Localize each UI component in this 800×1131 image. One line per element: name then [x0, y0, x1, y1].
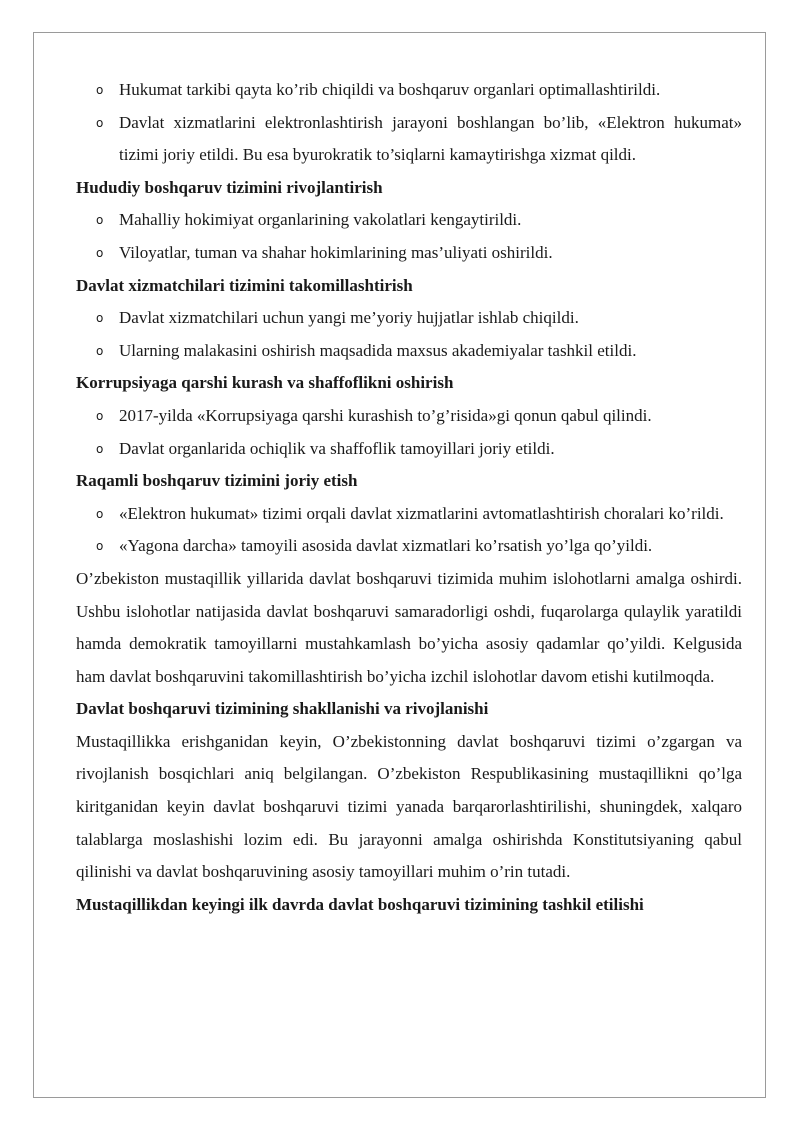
section-heading: Korrupsiyaga qarshi kurash va shaffoflikni oshirish: [76, 373, 454, 393]
list-item: o Davlat xizmatchilari uchun yangi me’yoriy hujjatlar ishlab chiqildi.: [76, 302, 742, 335]
bullet-list: [76, 302, 742, 367]
list-item: o Hukumat tarkibi qayta ko’rib chiqildi va boshqaruv organlari optimallashtirildi.: [76, 74, 742, 107]
list-item: o «Yagona darcha» tamoyili asosida davlat xizmatlari ko’rsatish yo’lga qo’yildi.: [76, 530, 742, 563]
list-item: o Viloyatlar, tuman va shahar hokimlarining mas’uliyati oshirildi.: [76, 237, 742, 270]
section-heading: Mustaqillikdan keyingi ilk davrda davlat boshqaruvi tizimining tashkil etilishi: [76, 894, 644, 914]
section-heading: Davlat xizmatchilari tizimini takomillashtirish: [76, 275, 413, 295]
bullet-list: [76, 400, 742, 465]
bullet-list: [76, 204, 742, 269]
bullet-list: [76, 498, 742, 563]
section-heading: Hududiy boshqaruv tizimini rivojlantirish: [76, 177, 383, 197]
section-heading: Davlat boshqaruvi tizimining shakllanishi va rivojlanishi: [76, 699, 489, 719]
list-item: o 2017-yilda «Korrupsiyaga qarshi kurashish to’g’risida»gi qonun qabul qilindi.: [76, 400, 742, 433]
body-paragraph: Mustaqillikka erishganidan keyin, O’zbekistonning davlat boshqaruvi tizimi o’zgargan va rivojlanish bosqichlari aniq belgilangan. O’zbekiston Respublikasining mustaqillikni qo’lga kiritganidan keyin davlat boshqaruvi tizimi yanada barqarorlashtirilishi, shuningdek, xalqaro talablarga moslashishi lozim edi. Bu jarayonni amalga oshirishda Konstitutsiyaning qabul qilinishi va davlat boshqaruvining asosiy tamoyillari muhim o’rin tutadi.: [76, 731, 742, 882]
document-body: [76, 74, 742, 921]
section-heading: Raqamli boshqaruv tizimini joriy etish: [76, 471, 358, 491]
bullet-list: [76, 74, 742, 172]
body-paragraph: O’zbekiston mustaqillik yillarida davlat boshqaruvi tizimida muhim islohotlarni amalga oshirdi. Ushbu islohotlar natijasida davlat boshqaruvi samaradorligi oshdi, fuqarolarga qulaylik yaratildi hamda demokratik tamoyillarni mustahkamlash bo’yicha asosiy qadamlar qo’yildi. Kelgusida ham davlat boshqaruvini takomillashtirish bo’yicha izchil islohotlar davom etishi kutilmoqda.: [76, 568, 742, 686]
list-item: o Davlat xizmatlarini elektronlashtirish jarayoni boshlangan bo’lib, «Elektron hukumat» tizimi joriy etildi. Bu esa byurokratik to’siqlarni kamaytirishga xizmat qildi.: [76, 107, 742, 172]
list-item: o «Elektron hukumat» tizimi orqali davlat xizmatlarini avtomatlashtirish choralari ko’rildi.: [76, 498, 742, 531]
list-item: o Davlat organlarida ochiqlik va shaffoflik tamoyillari joriy etildi.: [76, 433, 742, 466]
list-item: o Mahalliy hokimiyat organlarining vakolatlari kengaytirildi.: [76, 204, 742, 237]
list-item: o Ularning malakasini oshirish maqsadida maxsus akademiyalar tashkil etildi.: [76, 335, 742, 368]
